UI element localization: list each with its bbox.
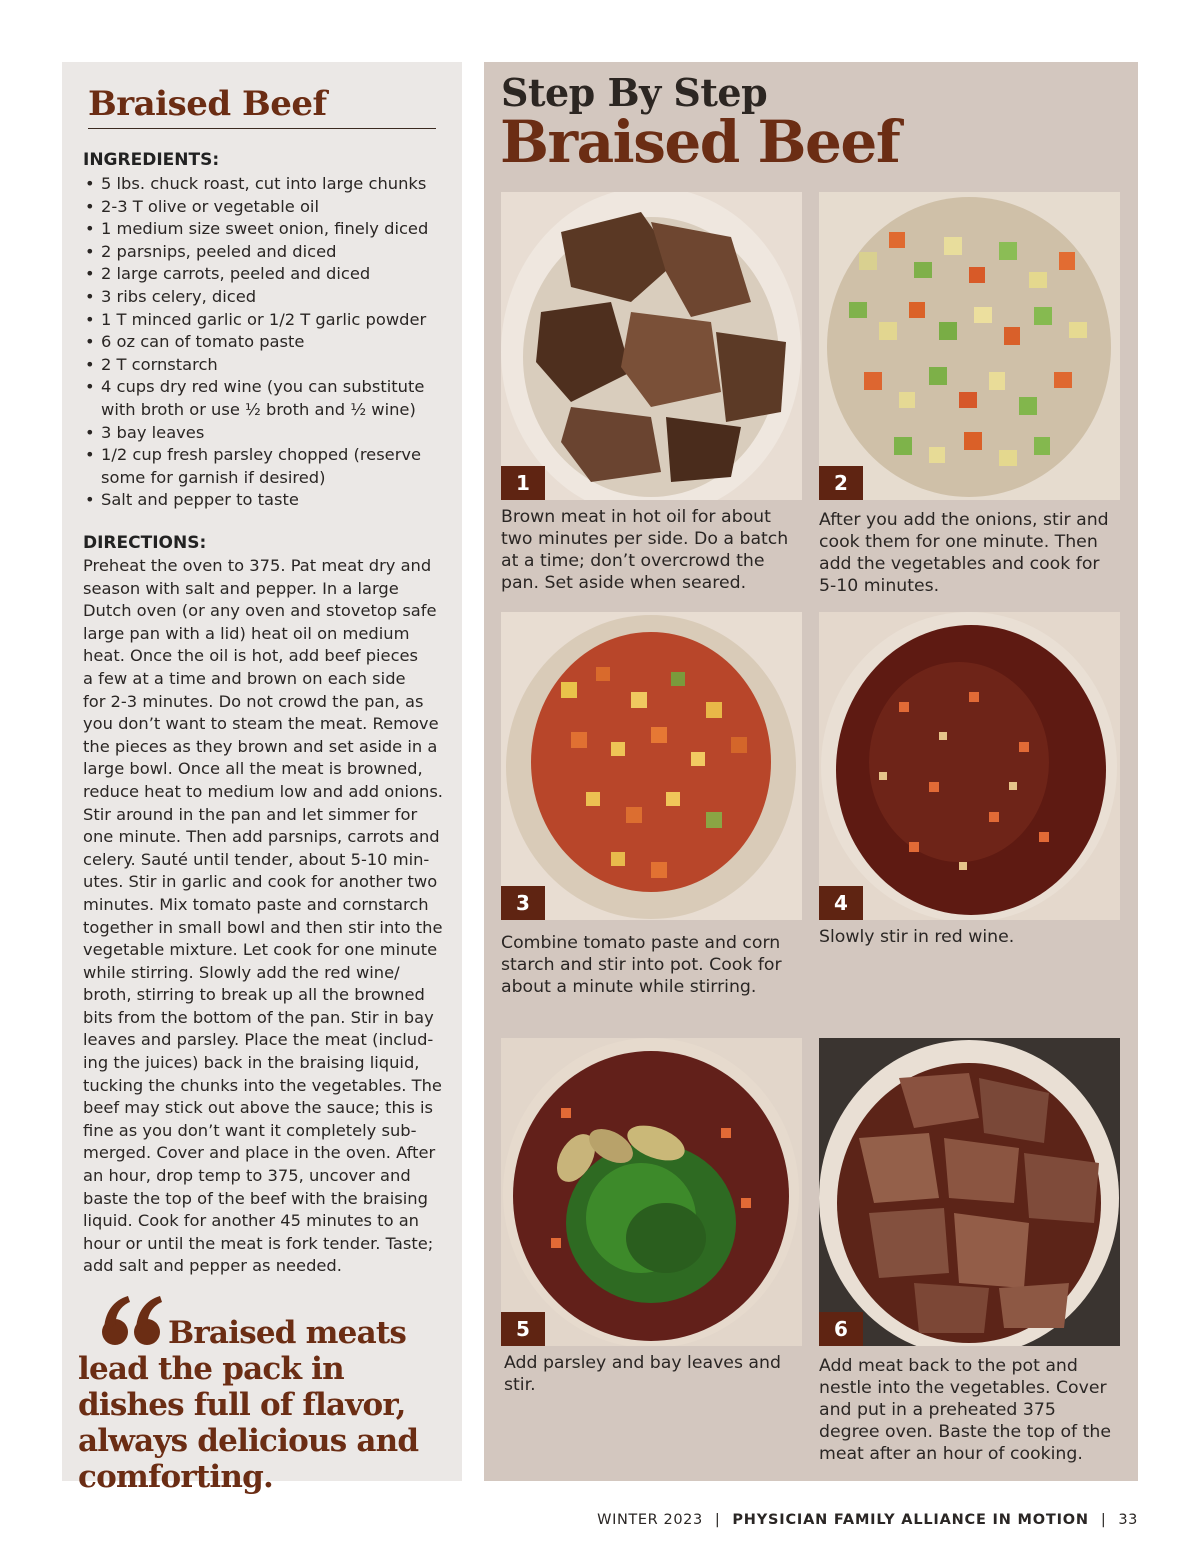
- step-card-5: [501, 1038, 802, 1396]
- ingredients-heading: INGREDIENTS:: [83, 150, 220, 170]
- step-number-badge: 3: [501, 886, 545, 920]
- recipe-panel: [62, 62, 462, 1495]
- list-item: • 1 medium size sweet onion, finely diced: [83, 218, 443, 241]
- step-caption: Brown meat in hot oil for about two minutes per side. Do a batch at a time; don’t overcrowd the pan. Set aside when seared.: [501, 507, 789, 593]
- step-photo-4: [819, 612, 1120, 920]
- page-footer: [597, 1512, 1138, 1528]
- step-number-badge: 5: [501, 1312, 545, 1346]
- step-number-badge: 2: [819, 466, 863, 500]
- step-number-badge: 6: [819, 1312, 863, 1346]
- step-photo-5: [501, 1038, 802, 1346]
- step-card-1: [501, 192, 802, 594]
- directions-text: Preheat the oven to 375. Pat meat dry and season with salt and pepper. In a large Dutch oven (or any oven and stovetop safe large pan with a lid) heat oil on medium heat. Once the oil is hot, add beef pieces a few at a time and brown on each side for 2-3 minutes. Do not crowd the pan, as you don’t want to steam the meat. Remove the pieces as they brown and set aside in a large bowl. Once all the meat is browned, reduce heat to medium low and add onions. Stir around in the pan and let simmer for one minute. Then add parsnips, carrots and celery. Sauté until tender, about 5-10 min- utes. Stir in garlic and cook for another two minutes. Mix tomato paste and cornstarch together in small bowl and then stir into the vegetable mixture. Let cook for one minute while stirring. Slowly add the red wine/ broth, stirring to break up all the browned bits from the bottom of the pan. Stir in bay leaves and parsley. Place the meat (includ- ing the juices) back in the braising liquid, tucking the chunks into the vegetables. The beef may stick out above the sauce; this is fine as you don’t want it completely sub- merged. Cover and place in the oven. After an hour, drop temp to 375, uncover and baste the top of the beef with the braising liquid. Cook for another 45 minutes to an hour or until the meat is fork tender. Taste; add salt and pepper as needed.: [83, 556, 443, 1276]
- step-caption: Combine tomato paste and corn starch and stir into pot. Cook for about a minute while stirring.: [501, 933, 782, 997]
- step-card-4: [819, 612, 1120, 948]
- step-card-2: [819, 192, 1120, 597]
- directions-heading: DIRECTIONS:: [83, 533, 207, 553]
- list-item: • 6 oz can of tomato paste: [83, 331, 443, 354]
- list-item: • 2 T cornstarch: [83, 354, 443, 377]
- list-item: • 2-3 T olive or vegetable oil: [83, 196, 443, 219]
- step-caption: After you add the onions, stir and cook them for one minute. Then add the vegetables and cook for 5-10 minutes.: [819, 510, 1109, 596]
- issue-label: WINTER 2023: [597, 1512, 703, 1528]
- list-item: • 5 lbs. chuck roast, cut into large chunks: [83, 173, 443, 196]
- pull-quote-text: Braised meats lead the pack in dishes full of flavor, always delicious and comforting.: [78, 1315, 419, 1495]
- list-item: • 2 parsnips, peeled and diced: [83, 241, 443, 264]
- step-caption: Add parsley and bay leaves and stir.: [504, 1353, 781, 1395]
- title-divider: [88, 128, 436, 129]
- step-number-badge: 1: [501, 466, 545, 500]
- list-item: • 3 ribs celery, diced: [83, 286, 443, 309]
- ingredients-list: [83, 173, 443, 512]
- list-item: • 4 cups dry red wine (you can substitute with broth or use ½ broth and ½ wine): [83, 376, 443, 421]
- page-number: 33: [1118, 1512, 1138, 1528]
- step-caption: Slowly stir in red wine.: [819, 927, 1015, 947]
- footer-separator: |: [1100, 1512, 1107, 1528]
- step-number-badge: 4: [819, 886, 863, 920]
- list-item: • 1/2 cup fresh parsley chopped (reserve some for garnish if desired): [83, 444, 443, 489]
- list-item: • 2 large carrots, peeled and diced: [83, 263, 443, 286]
- recipe-title: Braised Beef: [88, 84, 327, 124]
- step-photo-6: [819, 1038, 1120, 1346]
- step-title: Braised Beef: [500, 108, 900, 176]
- publication-name: PHYSICIAN FAMILY ALLIANCE IN MOTION: [732, 1512, 1089, 1528]
- step-photo-1: [501, 192, 802, 500]
- footer-separator: |: [714, 1512, 721, 1528]
- pull-quote: [78, 1315, 458, 1495]
- list-item: • 3 bay leaves: [83, 422, 443, 445]
- step-by-step-panel: [484, 62, 1138, 1481]
- step-card-6: [819, 1038, 1120, 1465]
- step-photo-2: [819, 192, 1120, 500]
- step-subtitle: Step By Step: [501, 70, 768, 115]
- step-caption: Add meat back to the pot and nestle into the vegetables. Cover and put in a preheated 375 degree oven. Baste the top of the meat after an hour of cooking.: [819, 1356, 1111, 1464]
- step-photo-3: [501, 612, 802, 920]
- list-item: • Salt and pepper to taste: [83, 489, 443, 512]
- step-card-3: [501, 612, 802, 998]
- list-item: • 1 T minced garlic or 1/2 T garlic powder: [83, 309, 443, 332]
